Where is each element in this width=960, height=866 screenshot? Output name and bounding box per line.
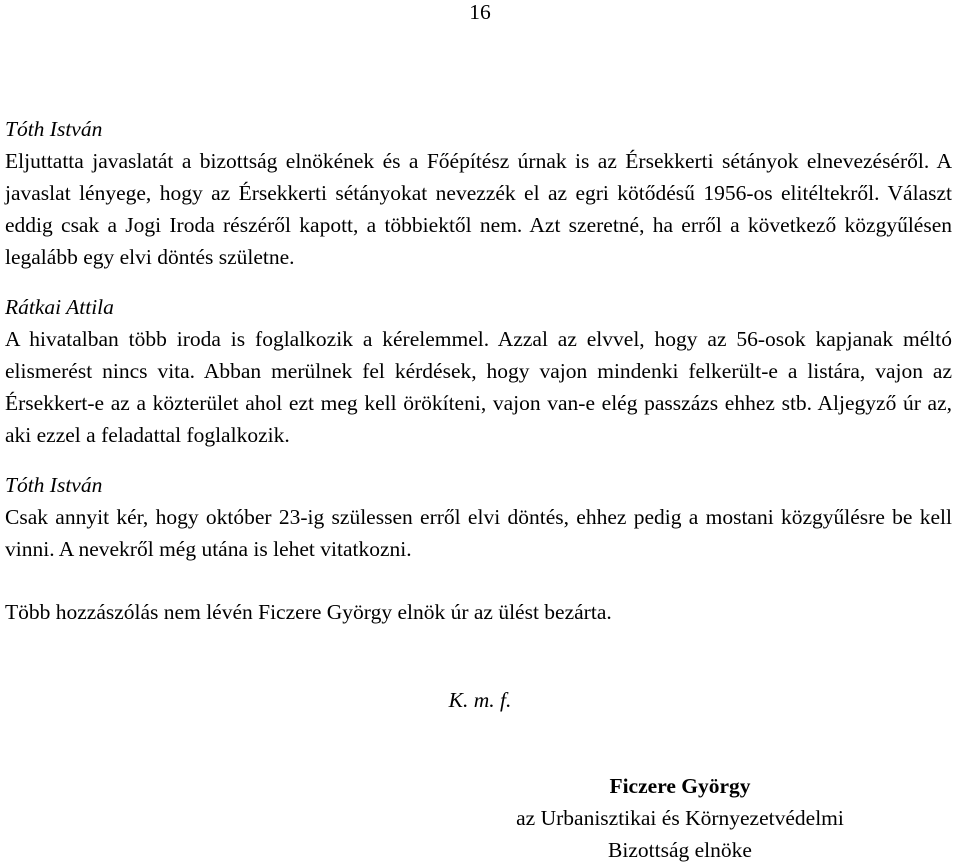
signatory-title-line-2: Bizottság elnöke [608,838,752,862]
speech-block [5,113,952,273]
speech-block [5,469,952,565]
closing-statement: Több hozzászólás nem lévén Ficzere György elnök úr az ülést bezárta. [5,600,612,624]
signature-block [480,770,880,866]
speaker-name: Tóth István [5,473,103,497]
page-number: 16 [469,0,491,24]
speech-text: Csak annyit kér, hogy október 23-ig szülessen erről elvi döntés, ehhez pedig a mostani közgyűlésre be kell vinni. A nevekről még utána is lehet vitatkozni. [5,505,952,561]
speaker-name: Rátkai Attila [5,295,114,319]
speech-block [5,291,952,451]
kmf-mark: K. m. f. [448,688,512,712]
signatory-title-line-1: az Urbanisztikai és Környezetvédelmi [516,806,844,830]
speaker-name: Tóth István [5,117,103,141]
speech-text: A hivatalban több iroda is foglalkozik a kérelemmel. Azzal az elvvel, hogy az 56-osok kapjanak méltó elismerést nincs vita. Abban merülnek fel kérdések, hogy vajon mindenki felkerült-e a listára, vajon az Érsekkert-e az a közterület ahol ezt meg kell örökíteni, vajon van-e elég passzázs ehhez stb. Aljegyző úr az, aki ezzel a feladattal foglalkozik. [5,327,952,447]
speech-text: Eljuttatta javaslatát a bizottság elnökének és a Főépítész úrnak is az Érsekkerti sétányok elnevezéséről. A javaslat lényege, hogy az Érsekkerti sétányokat nevezzék el az egri kötődésű 1956-os elitéltekről. Választ eddig csak a Jogi Iroda részéről kapott, a többiektől nem. Azt szeretné, ha erről a következő közgyűlésen legalább egy elvi döntés születne. [5,149,952,269]
minutes-body [5,113,952,583]
signatory-name: Ficzere György [609,774,751,798]
